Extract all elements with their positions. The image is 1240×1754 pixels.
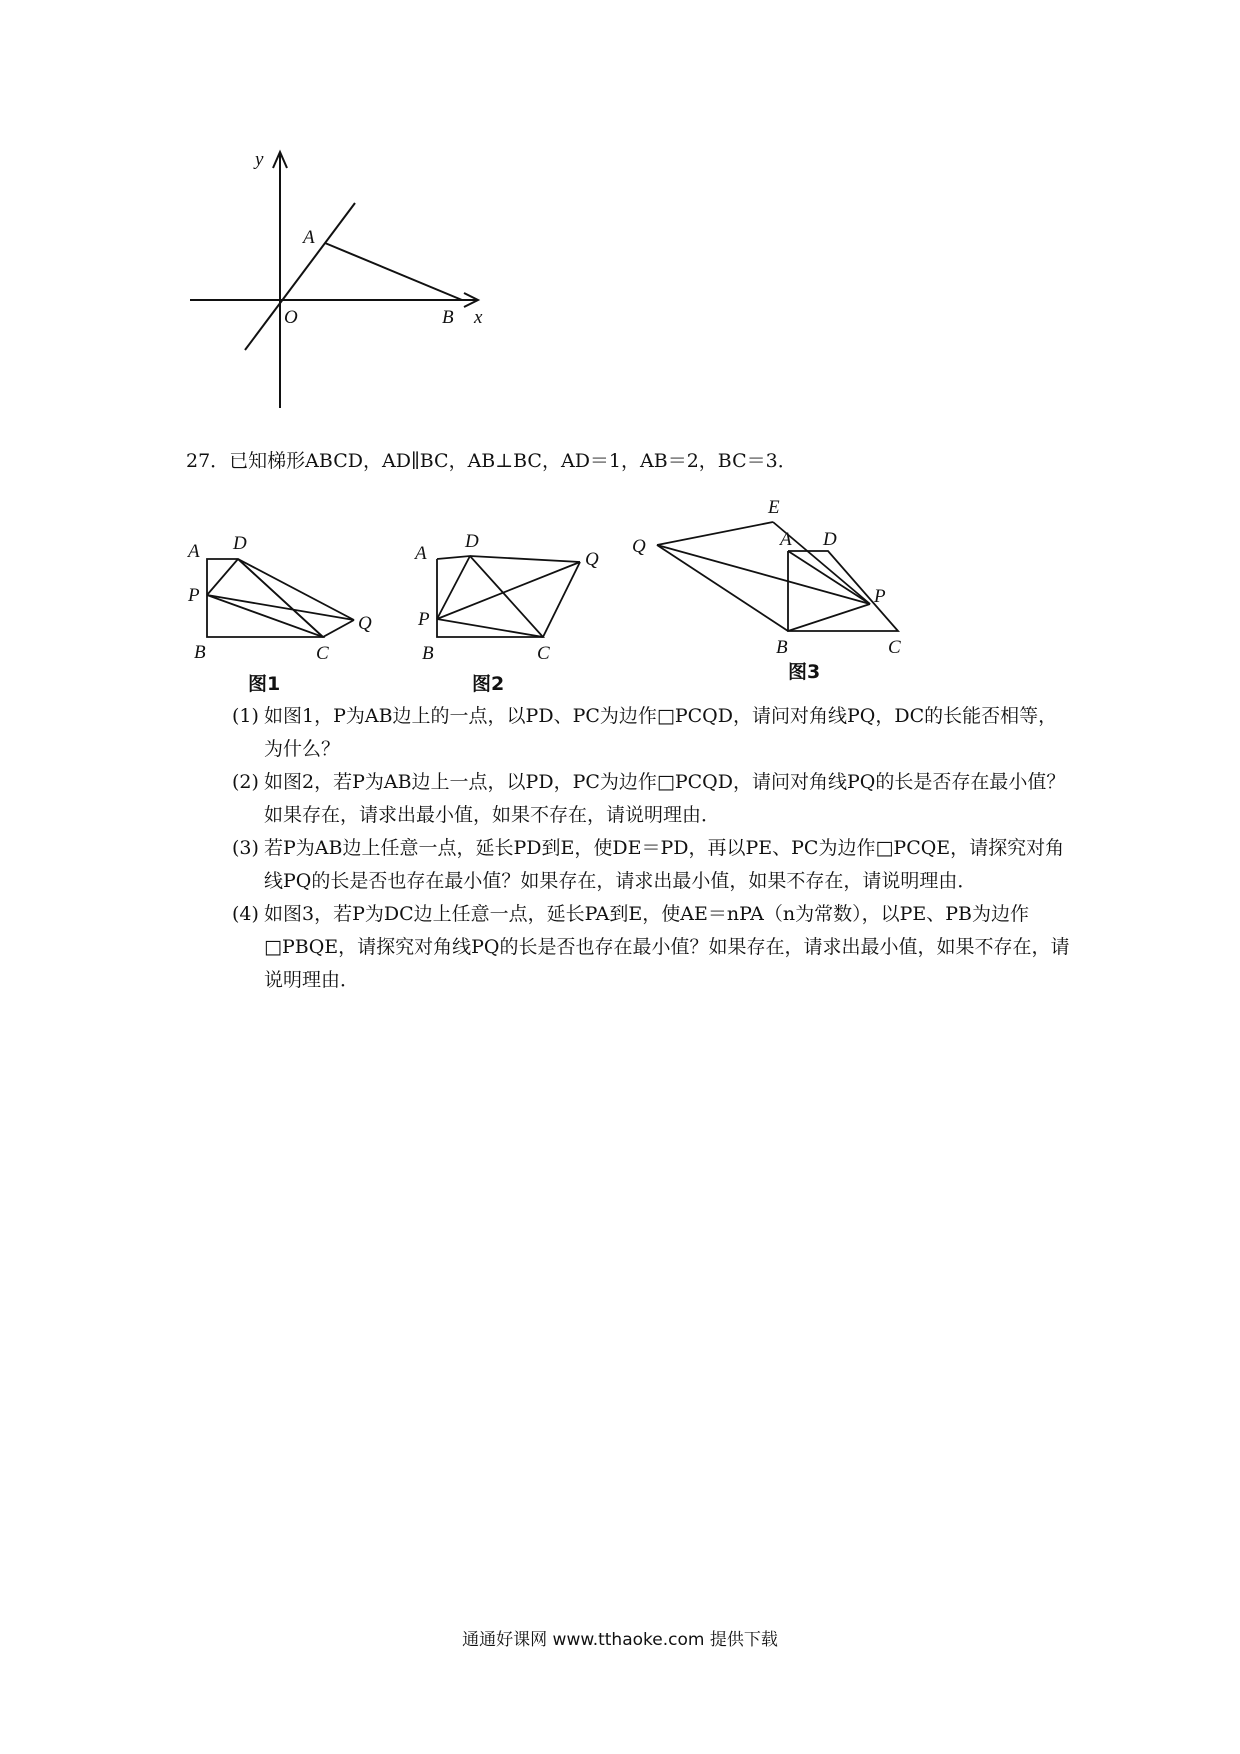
subquestion-4 [232,898,1072,997]
segment-pa [788,551,870,604]
subquestion-number: (1) [232,705,259,727]
label-d: D [233,533,247,554]
figure-2 [405,525,615,695]
subquestion-number: (2) [232,771,259,793]
subquestion-number: (4) [232,903,259,925]
figure-1-caption: 图1 [248,673,281,695]
subquestion-text: 如图3，若P为DC边上任意一点，延长PA到E，使AE＝nPA（n为常数），以PE、PB为边作□PBQE，请探究对角线PQ的长是否也存在最小值？如果存在，请求出最小值，如果不存在，请说明理由． [264,903,1070,991]
label-b: B [194,642,206,663]
label-p: P [418,609,430,630]
problem-statement: 27．已知梯形ABCD，AD∥BC，AB⊥BC，AD＝1，AB＝2，BC＝3． [186,450,797,472]
segment-pc [207,595,323,637]
subquestion-1 [232,700,1072,766]
label-c: C [316,643,329,664]
diagonal-pq [437,562,580,619]
label-q: Q [358,613,372,634]
figure-2-caption: 图2 [472,673,505,695]
label-q: Q [632,536,646,557]
segment-cq [323,620,354,637]
line-through-origin [245,203,355,350]
label-a: A [188,541,200,562]
y-axis-label: y [255,149,264,170]
subquestion-2 [232,766,1072,832]
subquestion-text: 如图2，若P为AB边上一点，以PD，PC为边作□PCQD，请问对角线PQ的长是否存在最小值？如果存在，请求出最小值，如果不存在，请说明理由． [264,771,1066,826]
label-c: C [537,643,550,664]
label-e: E [768,497,780,518]
figure-1 [180,525,380,695]
segment-pb [788,604,870,631]
figure-3-caption: 图3 [788,661,821,683]
label-a: A [780,529,792,550]
subquestion-list [232,700,1072,997]
point-a-label: A [303,227,315,248]
segment-cq [543,562,580,637]
subquestion-3 [232,832,1072,898]
x-axis-label: x [474,307,483,328]
page-footer: 通通好课网 www.tthaoke.com 提供下载 [462,1630,778,1650]
subquestion-text: 若P为AB边上任意一点，延长PD到E，使DE＝PD，再以PE、PC为边作□PCQE，请探究对角线PQ的长是否也存在最小值？如果存在，请求出最小值，如果不存在，请说明理由． [264,837,1065,892]
label-d: D [823,529,837,550]
label-q: Q [585,549,599,570]
figure-3 [620,490,920,685]
point-o-label: O [284,307,298,328]
label-d: D [465,531,479,552]
label-c: C [888,637,901,658]
segment-qb [657,545,788,631]
segment-dq [470,556,580,562]
segment-qe [657,522,773,545]
label-p: P [188,585,200,606]
label-p: P [874,586,886,607]
segment-ab [325,243,462,300]
subquestion-number: (3) [232,837,259,859]
point-b-label: B [442,307,454,328]
label-b: B [776,637,788,658]
label-b: B [422,643,434,664]
segment-pd [437,556,470,619]
trapezoid-abcd [437,556,543,637]
label-a: A [415,543,427,564]
diagonal-pq [657,545,870,604]
coordinate-figure [180,140,510,420]
subquestion-text: 如图1，P为AB边上的一点，以PD、PC为边作□PCQD，请问对角线PQ，DC的长能否相等，为什么？ [264,705,1058,760]
segment-pc [437,619,543,637]
segment-pd [207,559,238,595]
